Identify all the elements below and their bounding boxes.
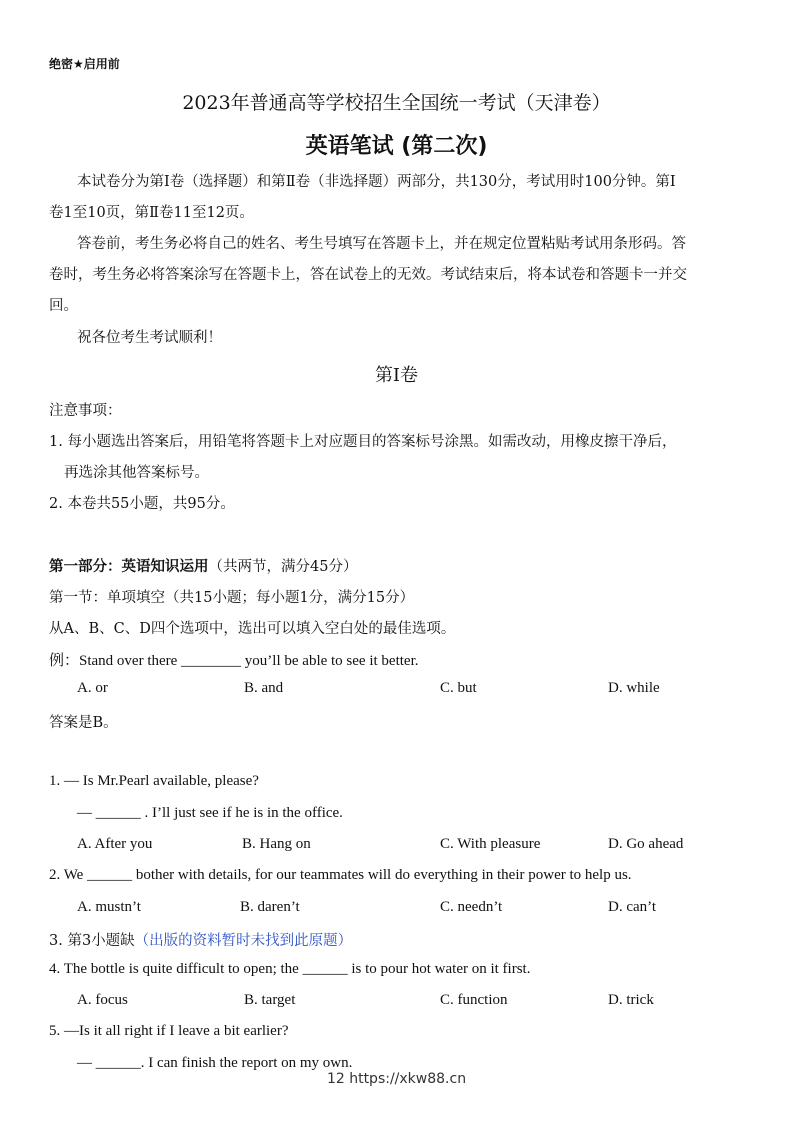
question-1-option-a: A. After you <box>77 836 153 852</box>
question-4-option-b: B. target <box>244 992 296 1008</box>
question-2-option-c: C. needn’t <box>440 899 503 915</box>
question-3-line <box>49 929 352 950</box>
note-1-line-1: 1. 每小题选出答案后，用铅笔将答题卡上对应题目的答案标号涂黑。如需改动，用橡皮擦干净后， <box>49 434 677 450</box>
intro-paragraph-1-line-1: 本试卷分为第Ⅰ卷（选择题）和第Ⅱ卷（非选择题）两部分，共130分，考试用时100分钟。第Ⅰ <box>77 174 676 190</box>
note-2: 2. 本卷共55小题，共95分。 <box>49 496 235 512</box>
question-2-option-b: B. daren’t <box>240 899 300 915</box>
section-1-instruction: 从A、B、C、D四个选项中，选出可以填入空白处的最佳选项。 <box>49 621 456 637</box>
example-option-b: B. and <box>244 680 284 696</box>
section-1-heading: 第一节：单项填空（共15小题；每小题1分，满分15分） <box>49 590 415 606</box>
question-4-option-d: D. trick <box>608 992 654 1008</box>
question-1-line-1: 1. — Is Mr.Pearl available, please? <box>49 773 259 789</box>
part-1-heading-bold: 第一部分：英语知识运用 <box>49 559 209 575</box>
intro-paragraph-2-line-3: 回。 <box>49 298 78 314</box>
question-5-line-1: 5. —Is it all right if I leave a bit earlier? <box>49 1023 289 1039</box>
question-1-option-d: D. Go ahead <box>608 836 684 852</box>
intro-paragraph-2-line-2: 卷时，考生务必将答案涂写在答题卡上，答在试卷上的无效。考试结束后，将本试卷和答题卡一并交 <box>49 267 687 283</box>
question-3-missing-note: （出版的资料暂时未找到此原题） <box>134 933 353 949</box>
confidential-label: 绝密★启用前 <box>49 57 120 71</box>
question-2-option-a: A. mustn’t <box>77 899 141 915</box>
intro-paragraph-1-line-2: 卷1至10页，第Ⅱ卷11至12页。 <box>49 205 254 221</box>
question-4-option-c: C. function <box>440 992 508 1008</box>
question-5-line-2: — ______. I can finish the report on my own. <box>77 1055 353 1071</box>
question-4-option-a: A. focus <box>77 992 128 1008</box>
question-1-line-2: — ______ . I’ll just see if he is in the office. <box>77 805 343 821</box>
question-2-option-d: D. can’t <box>608 899 657 915</box>
question-1-option-c: C. With pleasure <box>440 836 541 852</box>
question-1-option-b: B. Hang on <box>242 836 311 852</box>
question-4-line-1: 4. The bottle is quite difficult to open; the ______ is to pour hot water on it first. <box>49 961 531 977</box>
notes-heading: 注意事项： <box>49 403 122 419</box>
question-3-missing-label: 3. 第3小题缺 <box>49 933 135 949</box>
example-option-a: A. or <box>77 680 108 696</box>
exam-subtitle: 英语笔试 (第二次) <box>305 134 488 159</box>
good-luck-line: 祝各位考生考试顺利！ <box>77 330 222 346</box>
example-answer: 答案是B。 <box>49 715 118 731</box>
intro-paragraph-2-line-1: 答卷前，考生务必将自己的姓名、考生号填写在答题卡上，并在规定位置粘贴考试用条形码。答 <box>77 236 686 252</box>
example-option-d: D. while <box>608 680 660 696</box>
example-option-c: C. but <box>440 680 477 696</box>
note-1-line-2: 再选涂其他答案标号。 <box>64 465 209 481</box>
part-1-heading-rest: （共两节，满分45分） <box>208 559 358 575</box>
volume-1-title: 第Ⅰ卷 <box>374 365 419 386</box>
page-footer: 12 https://xkw88.cn <box>326 1071 467 1087</box>
part-1-heading <box>49 555 357 576</box>
exam-title: 2023年普通高等学校招生全国统一考试（天津卷） <box>182 92 611 114</box>
question-2-line-1: 2. We ______ bother with details, for our teammates will do everything in their power to help us. <box>49 867 632 883</box>
example-stem: 例：Stand over there ________ you’ll be able to see it better. <box>49 653 419 669</box>
